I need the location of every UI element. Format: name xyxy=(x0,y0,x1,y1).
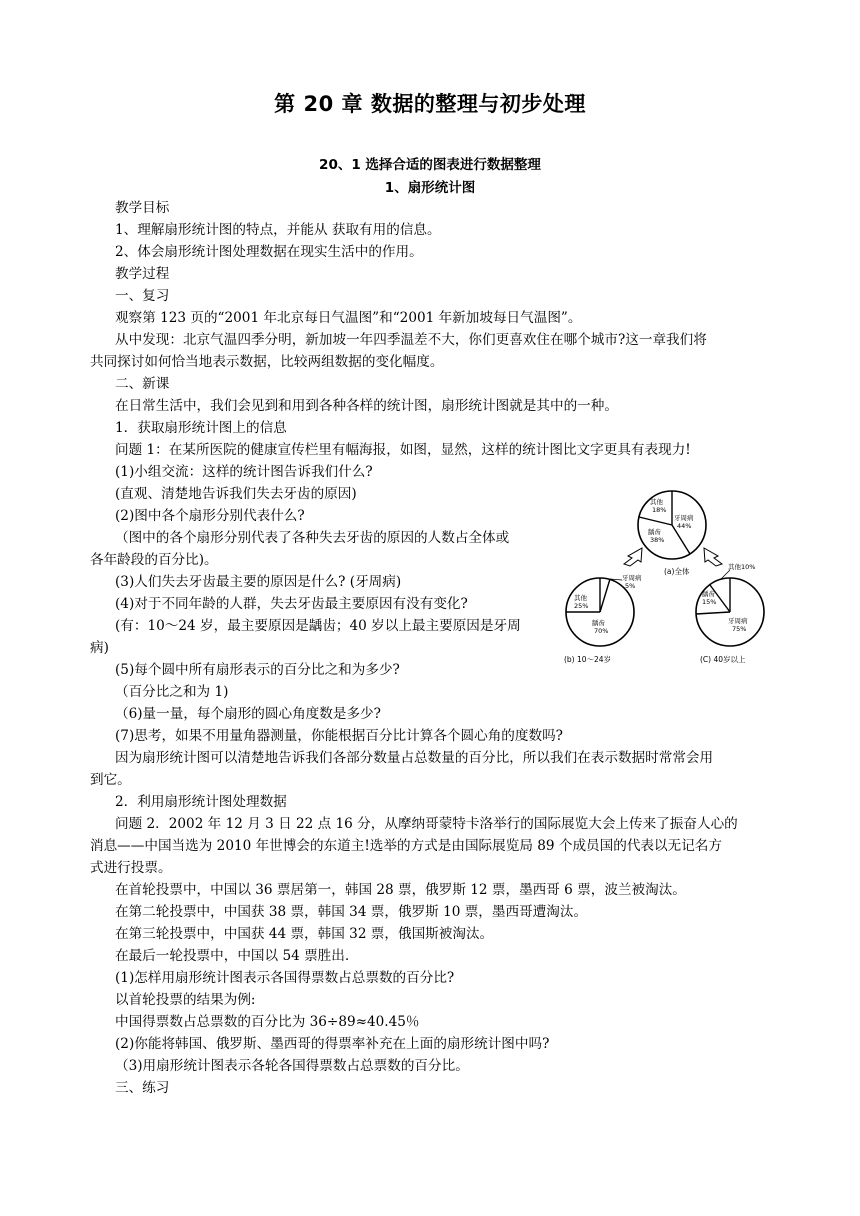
pie-chart-b xyxy=(564,573,642,664)
text-line: 到它。 xyxy=(90,772,131,788)
pie-c-pct-caries: 15% xyxy=(702,598,717,606)
pie-a-label-other: 其他 xyxy=(650,498,663,506)
text-line: 问题 2．2002 年 12 月 3 日 22 点 16 分，从摩纳哥蒙特卡洛举行的国际展览大会上传来了振奋人心的 xyxy=(115,816,738,832)
arrow-right-icon xyxy=(704,548,722,566)
text-line: 式进行投票。 xyxy=(90,860,172,876)
arrow-left-icon xyxy=(624,548,642,566)
text-line: 教学目标 xyxy=(115,200,170,216)
text-line: 观察第 123 页的“2001 年北京每日气温图”和“2001 年新加坡每日气温图”。 xyxy=(115,310,582,326)
text-line: 三、练习 xyxy=(115,1080,170,1096)
text-line: （3)用扇形统计图表示各轮各国得票数占总票数的百分比。 xyxy=(115,1058,469,1074)
text-line: 共同探讨如何恰当地表示数据，比较两组数据的变化幅度。 xyxy=(90,354,444,370)
pie-b-pct-caries: 70% xyxy=(594,627,609,635)
pie-c-label-other: 其他10% xyxy=(728,563,756,571)
text-line: (直观、清楚地告诉我们失去牙齿的原因) xyxy=(115,486,357,502)
text-line: 消息——中国当选为 2010 年世博会的东道主!选举的方式是由国际展览局 89 个成员国的代表以无记名方 xyxy=(90,838,722,854)
text-line: 在日常生活中，我们会见到和用到各种各样的统计图，扇形统计图就是其中的一种。 xyxy=(115,398,618,414)
text-line: 2．利用扇形统计图处理数据 xyxy=(115,794,287,810)
text-line: 以首轮投票的结果为例: xyxy=(115,992,256,1008)
pie-charts-figure xyxy=(562,490,772,675)
pie-c-label-caries: 龋齿 xyxy=(702,590,715,598)
text-line: (1)小组交流：这样的统计图告诉我们什么? xyxy=(115,464,373,480)
pie-b-label-caries: 龋齿 xyxy=(592,619,605,627)
text-line: （6)量一量，每个扇形的圆心角度数是多少? xyxy=(115,706,381,722)
text-line: (1)怎样用扇形统计图表示各国得票数占总票数的百分比? xyxy=(115,970,455,986)
text-line: 1、理解扇形统计图的特点，并能从 获取有用的信息。 xyxy=(115,222,441,238)
text-line: 在第三轮投票中，中国获 44 票，韩国 32 票，俄国斯被淘汰。 xyxy=(115,926,494,942)
pie-chart-a xyxy=(638,491,706,576)
pie-b-pct-other: 25% xyxy=(574,602,589,610)
pie-a-caption: (a)全体 xyxy=(664,567,690,576)
pie-a-pct-caries: 38% xyxy=(650,536,665,544)
text-line: 从中发现：北京气温四季分明，新加坡一年四季温差不大，你们更喜欢住在哪个城市?这一章我们将 xyxy=(115,332,707,348)
text-line: (2)你能将韩国、俄罗斯、墨西哥的得票率补充在上面的扇形统计图中吗? xyxy=(115,1036,550,1052)
text-line: 二、新课 xyxy=(115,376,170,392)
subsection-title: 1、扇形统计图 xyxy=(384,180,476,196)
pie-b-pct-periodontal: 5% xyxy=(625,582,636,590)
text-line: (5)每个圆中所有扇形表示的百分比之和为多少? xyxy=(115,662,400,678)
pie-chart-c xyxy=(696,562,764,664)
text-line: 教学过程 xyxy=(115,266,170,282)
pie-c-label-periodontal: 牙周病 xyxy=(728,617,748,625)
pie-b-caption: (b) 10～24岁 xyxy=(564,655,612,664)
text-line: （百分比之和为 1) xyxy=(115,684,229,700)
text-line: （图中的各个扇形分别代表了各种失去牙齿的原因的人数占全体或 xyxy=(115,530,510,546)
text-line: 2、体会扇形统计图处理数据在现实生活中的作用。 xyxy=(115,244,423,260)
chapter-title: 第 20 章 数据的整理与初步处理 xyxy=(274,92,586,116)
pie-c-pct-periodontal: 75% xyxy=(732,625,747,633)
pie-b-label-periodontal: 牙周病 xyxy=(622,574,642,582)
text-line: 一、复习 xyxy=(115,288,170,304)
text-line: 1．获取扇形统计图上的信息 xyxy=(115,420,287,436)
pie-b-label-other: 其他 xyxy=(574,594,587,602)
pie-a-pct-other: 18% xyxy=(652,506,667,514)
text-line: 在首轮投票中，中国以 36 票居第一，韩国 28 票，俄罗斯 12 票，墨西哥 6 票，波兰被淘汰。 xyxy=(115,882,686,898)
text-line: 各年龄段的百分比)。 xyxy=(90,552,218,568)
pie-c-caption: (C) 40岁以上 xyxy=(700,655,746,664)
text-line: 在第二轮投票中，中国获 38 票，韩国 34 票，俄罗斯 10 票，墨西哥遭淘汰。 xyxy=(115,904,588,920)
text-line: (7)思考，如果不用量角器测量，你能根据百分比计算各个圆心角的度数吗? xyxy=(115,728,563,744)
text-line: 中国得票数占总票数的百分比为 36÷89≈40.45％ xyxy=(115,1014,420,1030)
text-line: (3)人们失去牙齿最主要的原因是什么? (牙周病) xyxy=(115,574,402,590)
text-line: 在最后一轮投票中，中国以 54 票胜出. xyxy=(115,948,350,964)
pie-a-pct-periodontal: 44% xyxy=(677,522,692,530)
text-line: 因为扇形统计图可以清楚地告诉我们各部分数量占总数量的百分比，所以我们在表示数据时常常会用 xyxy=(115,750,714,766)
text-line: 病) xyxy=(90,640,109,656)
text-line: (有：10～24 岁，最主要原因是龋齿；40 岁以上最主要原因是牙周 xyxy=(115,618,521,634)
text-line: (2)图中各个扇形分别代表什么? xyxy=(115,508,305,524)
pie-a-label-periodontal: 牙周病 xyxy=(674,514,694,522)
pie-a-label-caries: 龋齿 xyxy=(648,528,661,536)
text-line: (4)对于不同年龄的人群，失去牙齿最主要原因有没有变化? xyxy=(115,596,468,612)
section-title: 20、1 选择合适的图表进行数据整理 xyxy=(319,157,541,173)
text-line: 问题 1：在某所医院的健康宣传栏里有幅海报，如图，显然，这样的统计图比文字更具有表现力! xyxy=(115,442,691,458)
